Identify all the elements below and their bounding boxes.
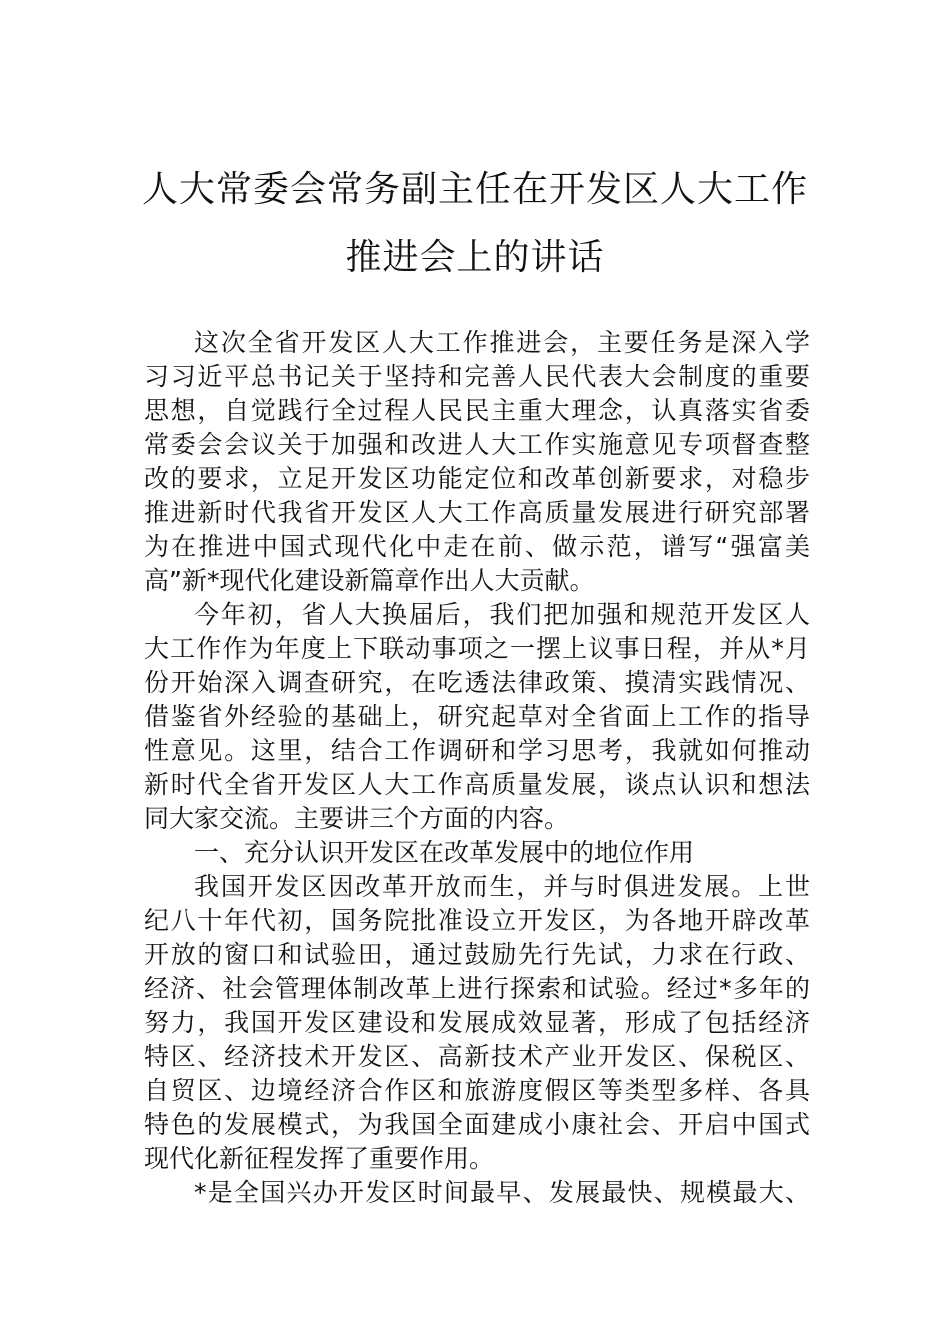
paragraph-4-line-1: 我国开发区因改革开放而生，并与时俱进发展。上世 [194, 872, 810, 901]
paragraph-2-line-7: 同大家交流。主要讲三个方面的内容。 [144, 804, 570, 833]
paragraph-1-line-8: 高”新*现代化建设新篇章作出人大贡献。 [144, 566, 595, 595]
paragraph-4-line-6: 特区、经济技术开发区、高新技术产业开发区、保税区、 [144, 1042, 810, 1071]
paragraph-1-line-3: 思想，自觉践行全过程人民民主重大理念，认真落实省委 [144, 396, 810, 425]
paragraph-2-line-6: 新时代全省开发区人大工作高质量发展，谈点认识和想法 [144, 770, 810, 799]
paragraph-2-line-5: 性意见。这里，结合工作调研和学习思考，我就如何推动 [144, 736, 810, 765]
document-body [144, 326, 810, 1210]
paragraph-1-line-4: 常委会会议关于加强和改进人大工作实施意见专项督查整 [144, 430, 810, 459]
paragraph-1-line-5: 改的要求，立足开发区功能定位和改革创新要求，对稳步 [144, 464, 810, 493]
document-title-line-2: 推进会上的讲话 [345, 237, 605, 278]
paragraph-4-line-8: 特色的发展模式，为我国全面建成小康社会、开启中国式 [144, 1110, 810, 1139]
paragraph-1-line-2: 习习近平总书记关于坚持和完善人民代表大会制度的重要 [144, 362, 810, 391]
paragraph-2-line-2: 大工作作为年度上下联动事项之一摆上议事日程，并从*月 [144, 634, 810, 663]
paragraph-2-line-4: 借鉴省外经验的基础上，研究起草对全省面上工作的指导 [144, 702, 810, 731]
paragraph-2-line-1: 今年初，省人大换届后，我们把加强和规范开发区人 [194, 600, 810, 629]
document-title-line-1: 人大常委会常务副主任在开发区人大工作 [141, 169, 808, 210]
paragraph-5-line-1: *是全国兴办开发区时间最早、发展最快、规模最大、 [194, 1178, 810, 1207]
paragraph-1-line-1: 这次全省开发区人大工作推进会，主要任务是深入学 [194, 328, 810, 357]
paragraph-1-line-7: 为在推进中国式现代化中走在前、做示范，谱写“强富美 [144, 532, 810, 561]
paragraph-4-line-4: 经济、社会管理体制改革上进行探索和试验。经过*多年的 [144, 974, 810, 1003]
paragraph-2-line-3: 份开始深入调查研究，在吃透法律政策、摸清实践情况、 [144, 668, 810, 697]
paragraph-4-line-3: 开放的窗口和试验田，通过鼓励先行先试，力求在行政、 [144, 940, 810, 969]
section-heading-1: 一、充分认识开发区在改革发展中的地位作用 [194, 838, 695, 867]
paragraph-4-line-7: 自贸区、边境经济合作区和旅游度假区等类型多样、各具 [144, 1076, 810, 1105]
paragraph-4-line-5: 努力，我国开发区建设和发展成效显著，形成了包括经济 [144, 1008, 810, 1037]
paragraph-4-line-9: 现代化新征程发挥了重要作用。 [144, 1144, 495, 1173]
paragraph-4-line-2: 纪八十年代初，国务院批准设立开发区，为各地开辟改革 [144, 906, 810, 935]
paragraph-1-line-6: 推进新时代我省开发区人大工作高质量发展进行研究部署 [144, 498, 810, 527]
